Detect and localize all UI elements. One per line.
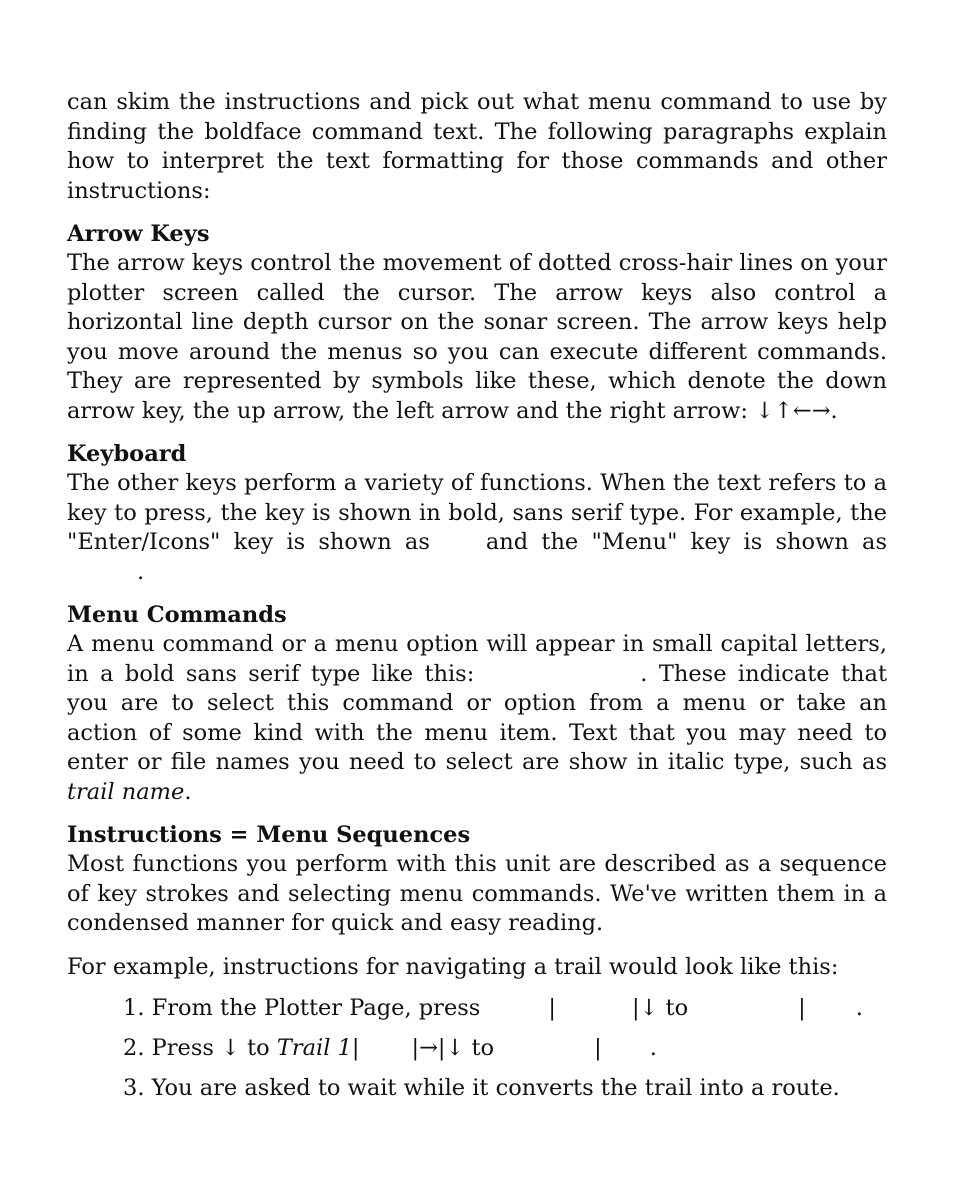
step-2: 2. Press ↓ to Trail 1| |→|↓ to | . — [123, 1035, 657, 1061]
keyboard-body-part2: and the "Menu" key is shown as — [485, 529, 887, 555]
instructions-heading: Instructions = Menu Sequences — [67, 822, 471, 848]
menu-commands-body: A menu command or a menu option will appear in small capital letters, in a bold sans serif type like this: . These indicate that you are to select this command or option from a menu or take an action of some kind with the menu item. Text that you may need to enter or file names you need to select are show in italic type, such as trail name. — [67, 631, 887, 805]
menu-commands-heading: Menu Commands — [67, 602, 287, 628]
instructions-body: Most functions you perform with this unit are described as a sequence of key strokes and selecting menu commands. We've written them in a condensed manner for quick and easy reading. — [67, 851, 887, 936]
menu-commands-section — [67, 601, 887, 807]
step-1: 1. From the Plotter Page, press | |↓ to | . — [123, 995, 863, 1021]
keyboard-section — [67, 440, 887, 587]
step-list — [67, 988, 887, 1108]
intro-paragraph: can skim the instructions and pick out what menu command to use by finding the boldface command text. The following paragraphs explain how to interpret the text formatting for those commands and other instructions: — [67, 89, 887, 204]
menu-commands-body-part1: A menu command or a menu option will appear in small capital letters, in a bold sans serif type like this: — [67, 631, 887, 687]
keyboard-body: The other keys perform a variety of functions. When the text refers to a key to press, the key is shown in bold, sans serif type. For example, the "Enter/Icons" key is shown as and the "Menu" key is shown as. — [67, 470, 887, 585]
keyboard-heading: Keyboard — [67, 441, 187, 467]
keyboard-body-part1: The other keys perform a variety of functions. When the text refers to a key to press, the key is shown in bold, sans serif type. For example, the "Enter/Icons" key is shown as — [67, 470, 887, 555]
arrow-keys-body: The arrow keys control the movement of dotted cross-hair lines on your plotter screen called the cursor. The arrow keys also control a horizontal line depth cursor on the sonar screen. The arrow keys help you move around the menus so you can execute different commands. They are represented by symbols like these, which denote the down arrow key, the up arrow, the left arrow and the right arrow: ↓↑←→. — [67, 250, 887, 424]
document-page — [67, 88, 887, 1108]
step-2-right-down-to: |→|↓ to — [411, 1035, 495, 1061]
menu-commands-body-part2: . These indicate that you are to select this command or option from a menu or take an action of some kind with the menu item. Text that you may need to enter or file names you need to select are show in italic type, such as — [67, 660, 887, 775]
example-intro: For example, instructions for navigating a trail would look like this: — [67, 953, 839, 980]
step-1-separator: | — [548, 995, 556, 1021]
arrow-keys-heading: Arrow Keys — [67, 221, 210, 247]
step-3: 3. You are asked to wait while it converts the trail into a route. — [123, 1075, 840, 1101]
arrow-keys-section — [67, 220, 887, 426]
trail-name-italic: trail name — [67, 778, 185, 805]
step-1-down-to: |↓ to — [631, 995, 689, 1021]
instructions-section — [67, 821, 887, 939]
trail-1-italic: Trail 1 — [276, 1035, 352, 1061]
